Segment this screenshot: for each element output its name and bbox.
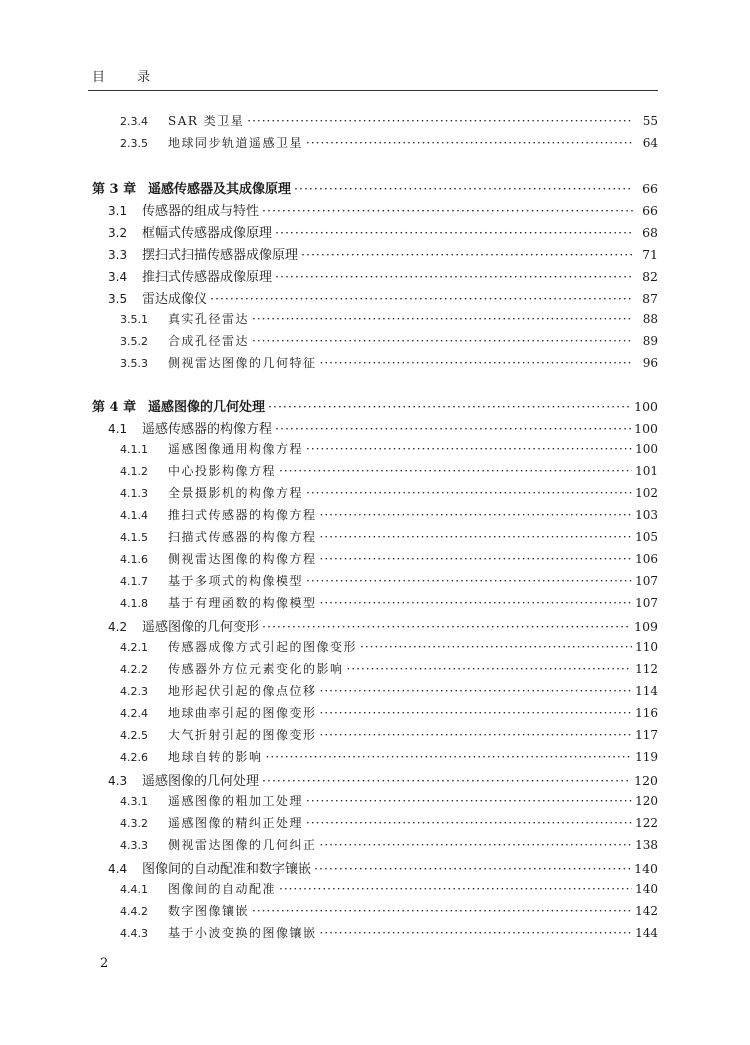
toc-entry-page: 55 [642,114,658,128]
toc-entry[interactable] [120,112,658,129]
page-header-title: 目 录 [92,70,165,85]
toc-entry-page: 116 [635,706,658,720]
toc-entry-number: 3.5 [108,292,128,306]
dot-leader [262,203,633,218]
toc-entry-title: 传感器外方位元素变化的影响 [168,662,344,676]
toc-entry[interactable] [108,266,658,285]
toc-entry-title: 全景摄影机的构像方程 [168,486,304,500]
dot-leader [320,356,633,370]
toc-entry-title: 侧视雷达图像的构像方程 [168,552,317,566]
toc-entry-title: SAR 类卫星 [168,114,245,128]
toc-entry-page: 100 [634,421,658,436]
toc-entry-number: 2.3.5 [120,137,148,150]
toc-entry[interactable] [108,418,658,437]
dot-leader [279,464,632,478]
dot-leader [306,442,632,456]
toc-entry-title: 数字图像镶嵌 [168,904,250,918]
toc-entry-title: 遥感传感器的构像方程 [142,422,273,437]
dot-leader [279,882,632,896]
dot-leader [306,486,632,500]
toc-entry-title: 推扫式传感器的构像方程 [168,508,317,522]
dot-leader [320,706,633,720]
dot-leader [320,596,633,610]
toc-entry-number: 3.4 [108,270,128,284]
dot-leader [320,508,633,522]
dot-leader [320,838,633,852]
toc-entry[interactable] [120,484,658,501]
dot-leader [306,136,633,150]
dot-leader [266,750,633,764]
toc-entry-number: 4.1.3 [120,487,148,500]
toc-entry-page: 109 [634,619,658,634]
toc-entry-number: 4.1.2 [120,465,148,478]
toc-entry-page: 120 [635,794,658,808]
toc-entry-number: 3.3 [108,248,128,262]
toc-entry-title: 地形起伏引起的像点位移 [168,684,317,698]
toc-entry-title: 推扫式传感器成像原理 [142,270,273,285]
dot-leader [320,728,633,742]
dot-leader [294,181,633,196]
toc-entry[interactable] [108,858,658,877]
toc-entry-number: 4.3 [108,774,128,788]
dot-leader [252,904,632,918]
toc-entry-number: 4.4.1 [120,883,148,896]
toc-entry-page: 87 [642,291,658,306]
dot-leader [306,574,632,588]
toc-entry-number: 3.5.2 [120,335,148,348]
toc-entry[interactable] [92,396,658,415]
toc-entry-page: 96 [642,356,658,370]
toc-entry[interactable] [120,748,658,765]
toc-entry-page: 117 [635,728,658,742]
toc-entry-number: 4.2.5 [120,729,148,742]
dot-leader [320,530,633,544]
toc-entry[interactable] [120,924,658,941]
toc-entry-number: 4.3.1 [120,795,148,808]
toc-entry-page: 144 [635,926,658,940]
toc-entry-title: 遥感传感器及其成像原理 [148,182,292,197]
toc-entry[interactable] [108,222,658,241]
toc-entry-page: 112 [635,662,658,676]
dot-leader [210,291,633,306]
toc-entry-page: 140 [635,882,658,896]
toc-entry-page: 110 [635,640,658,654]
toc-entry-number: 4.3.3 [120,839,148,852]
toc-entry-title: 遥感图像的几何处理 [142,774,260,789]
toc-entry-page: 119 [635,750,658,764]
toc-entry-title: 摆扫式扫描传感器成像原理 [142,248,299,263]
toc-entry-page: 89 [642,334,658,348]
toc-entry-title: 图像间的自动配准 [168,882,277,896]
toc-entry-page: 107 [635,596,658,610]
toc-entry-title: 基于小波变换的图像镶嵌 [168,926,317,940]
dot-leader [252,334,633,348]
dot-leader [247,114,633,128]
dot-leader [314,861,631,876]
toc-entry-number: 4.2.2 [120,663,148,676]
toc-entry-title: 遥感图像通用构像方程 [168,442,304,456]
toc-entry-page: 140 [634,861,658,876]
page-number: 2 [100,956,109,971]
toc-entry[interactable] [120,704,658,721]
toc-entry-number: 4.4 [108,862,128,876]
toc-entry-number: 3.5.1 [120,313,148,326]
toc-entry[interactable] [108,244,658,263]
toc-entry-page: 100 [634,399,658,414]
toc-entry-number: 4.1.4 [120,509,148,522]
toc-entry-page: 107 [635,574,658,588]
toc-entry-number: 4.2 [108,620,128,634]
toc-entry-title: 基于多项式的构像模型 [168,574,304,588]
toc-entry-page: 120 [634,773,658,788]
dot-leader [320,552,633,566]
toc-entry-title: 传感器成像方式引起的图像变形 [168,640,358,654]
toc-entry-number: 3.2 [108,226,128,240]
toc-entry[interactable] [120,528,658,545]
toc-entry-page: 88 [642,312,658,326]
toc-entry-page: 68 [642,225,658,240]
toc-entry[interactable] [120,814,658,831]
dot-leader [306,816,632,830]
toc-entry-title: 基于有理函数的构像模型 [168,596,317,610]
toc-entry-page: 106 [635,552,658,566]
toc-entry[interactable] [108,288,658,307]
toc-entry[interactable] [120,354,658,371]
toc-entry[interactable] [120,880,658,897]
toc-entry-number: 4.2.1 [120,641,148,654]
toc-entry-title: 地球自转的影响 [168,750,263,764]
toc-entry[interactable] [120,462,658,479]
toc-entry[interactable] [120,594,658,611]
toc-entry-number: 第 3 章 [92,182,137,197]
toc-entry-page: 71 [642,247,658,262]
dot-leader [320,926,633,940]
header-rule [88,90,658,91]
dot-leader [252,312,633,326]
toc-entry-number: 4.1.7 [120,575,148,588]
toc-entry-page: 138 [635,838,658,852]
toc-entry[interactable] [120,506,658,523]
toc-entry[interactable] [120,682,658,699]
toc-entry-number: 4.1.8 [120,597,148,610]
toc-entry-number: 4.2.3 [120,685,148,698]
dot-leader [275,225,633,240]
toc-entry-page: 105 [635,530,658,544]
toc-entry-page: 66 [642,203,658,218]
toc-entry[interactable] [120,134,658,151]
toc-entry[interactable] [120,550,658,567]
dot-leader [262,619,631,634]
toc-entry-number: 第 4 章 [92,400,137,415]
toc-entry[interactable] [120,310,658,327]
toc-entry-title: 雷达成像仪 [142,292,208,307]
toc-entry-number: 4.2.4 [120,707,148,720]
dot-leader [275,269,633,284]
toc-entry-number: 4.1.6 [120,553,148,566]
toc-entry[interactable] [120,638,658,655]
toc-entry-title: 侧视雷达图像的几何特征 [168,356,317,370]
toc-entry-title: 遥感图像的精纠正处理 [168,816,304,830]
toc-entry-page: 103 [635,508,658,522]
toc-entry[interactable] [120,572,658,589]
toc-entry[interactable] [120,836,658,853]
toc-entry-page: 122 [635,816,658,830]
toc-entry-title: 框幅式传感器成像原理 [142,226,273,241]
toc-entry-page: 82 [642,269,658,284]
toc-entry-title: 遥感图像的几何处理 [148,400,266,415]
toc-entry-number: 3.1 [108,204,128,218]
toc-entry-title: 地球同步轨道遥感卫星 [168,136,304,150]
toc-entry-number: 3.5.3 [120,357,148,370]
toc-entry-title: 遥感图像的几何变形 [142,620,260,635]
toc-entry-page: 100 [635,442,658,456]
dot-leader [347,662,633,676]
toc-entry-title: 图像间的自动配准和数字镶嵌 [142,862,312,877]
toc-entry[interactable] [120,902,658,919]
toc-entry-number: 4.1 [108,422,128,436]
toc-entry-number: 4.3.2 [120,817,148,830]
toc-entry[interactable] [120,440,658,457]
toc-entry[interactable] [120,332,658,349]
toc-entry-title: 大气折射引起的图像变形 [168,728,317,742]
dot-leader [320,684,633,698]
toc-entry-title: 中心投影构像方程 [168,464,277,478]
toc-entry-page: 102 [635,486,658,500]
toc-entry-number: 4.4.2 [120,905,148,918]
toc-entry-number: 4.4.3 [120,927,148,940]
toc-entry-title: 真实孔径雷达 [168,312,250,326]
toc-entry[interactable] [120,726,658,743]
dot-leader [360,640,632,654]
toc-entry-title: 侧视雷达图像的几何纠正 [168,838,317,852]
toc-entry-page: 114 [635,684,658,698]
toc-entry-title: 合成孔径雷达 [168,334,250,348]
toc-entry-number: 2.3.4 [120,115,148,128]
toc-entry-number: 4.1.5 [120,531,148,544]
toc-entry-title: 遥感图像的粗加工处理 [168,794,304,808]
toc-entry[interactable] [120,792,658,809]
dot-leader [275,421,631,436]
toc-entry[interactable] [108,770,658,789]
toc-entry-title: 传感器的组成与特性 [142,204,260,219]
toc-entry-number: 4.1.1 [120,443,148,456]
toc-entry[interactable] [92,178,658,197]
toc-entry-page: 66 [642,181,658,196]
toc-entry-number: 4.2.6 [120,751,148,764]
dot-leader [262,773,631,788]
toc-entry-page: 64 [642,136,658,150]
toc-entry-page: 142 [635,904,658,918]
toc-entry[interactable] [108,616,658,635]
toc-entry-page: 101 [635,464,658,478]
toc-entry[interactable] [120,660,658,677]
toc-entry-title: 地球曲率引起的图像变形 [168,706,317,720]
dot-leader [301,247,633,262]
dot-leader [268,399,631,414]
toc-entry-title: 扫描式传感器的构像方程 [168,530,317,544]
toc-entry[interactable] [108,200,658,219]
dot-leader [306,794,632,808]
